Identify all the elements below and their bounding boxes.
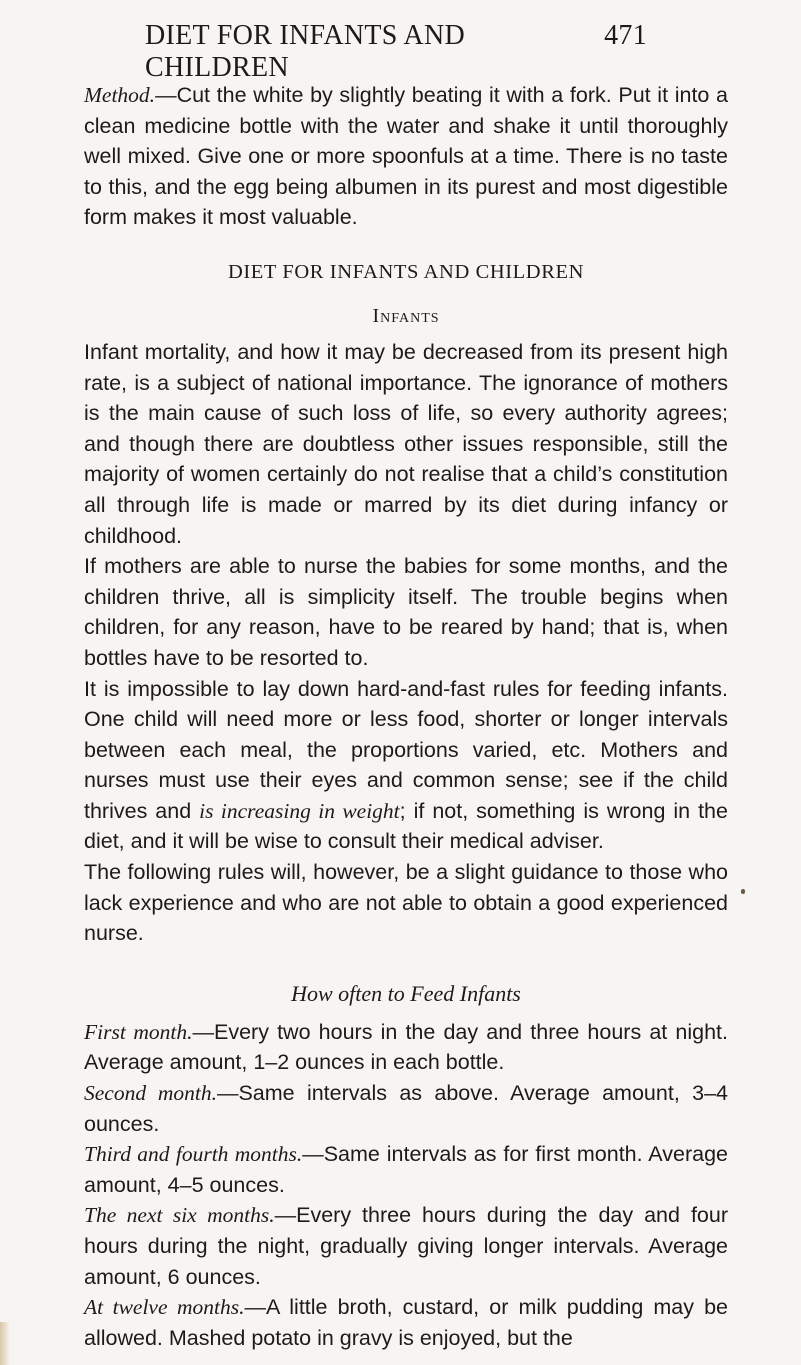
feeding-item-lead: At twelve months. (84, 1295, 245, 1320)
feeding-item (84, 1139, 728, 1200)
paragraph-guidance: The following rules will, however, be a slight guidance to those who lack experience and who are not able to obtain a good experienced nurse. (84, 860, 728, 946)
method-text: —Cut the white by slightly beating it with a fork. Put it into a clean medicine bottle with the water and shake it until thoroughly well mixed. Give one or more spoonfuls at a time. There is no taste to this, and the egg being albumen in its purest and most digestible form makes it most valuable. (84, 83, 728, 230)
ink-speck (741, 889, 745, 894)
feeding-item-text: —A little broth, custard, or milk pudding may be allowed. Mashed potato in gravy is enjoyed, but the (84, 1295, 729, 1350)
feeding-item (84, 1200, 728, 1292)
feeding-item-lead: The next six months. (84, 1203, 275, 1228)
running-title: DIET FOR INFANTS AND CHILDREN (145, 20, 465, 83)
feeding-item-lead: First month. (84, 1019, 193, 1044)
feeding-item-lead: Third and fourth months. (84, 1142, 303, 1167)
feeding-heading: How often to Feed Infants (291, 980, 521, 1006)
feeding-item-lead: Second month. (84, 1081, 217, 1106)
feeding-item-text: —Same intervals as for first month. Average amount, 4–5 ounces. (84, 1142, 728, 1197)
page-edge-stain (0, 1322, 10, 1365)
rules-text-start: It is impossible to lay down hard-and-fast rules for feeding infants. One child will need more or less food, shorter or longer intervals between each meal, the proportions varied, etc. Mothers and nurses must use their eyes and common sense; see if the child thrives and (84, 676, 728, 823)
subsection-title: Infants (372, 304, 440, 327)
feeding-item-text: —Every three hours during the day and four hours during the night, gradually giving longer intervals. Average amount, 6 ounces. (84, 1203, 729, 1289)
feeding-item (84, 1292, 728, 1353)
paragraph-infant-mortality: Infant mortality, and how it may be decreased from its present high rate, is a subject of national importance. The ignorance of mothers is the main cause of such loss of life, so every authority agrees; and though there are doubtless other issues responsible, still the majority of women certainly do not realise that a child’s constitution all through life is made or marred by its diet during infancy or childhood. (84, 339, 728, 548)
section-title: DIET FOR INFANTS AND CHILDREN (227, 260, 585, 283)
feeding-item (84, 1078, 728, 1139)
feeding-item-text: —Every two hours in the day and three hours at night. Average amount, 1–2 ounces in each bottle. (84, 1019, 728, 1075)
page-number: 471 (604, 20, 647, 51)
page-body (84, 80, 728, 1353)
paragraph-rules (84, 674, 728, 858)
feeding-item-text: —Same intervals as above. Average amount, 3–4 ounces. (84, 1081, 728, 1136)
running-header (145, 20, 647, 84)
rules-text-end: ; if not, something is wrong in the diet, and it will be wise to consult their medical adviser. (84, 798, 728, 854)
feeding-item (84, 1017, 728, 1078)
paragraph-nursing: If mothers are able to nurse the babies for some months, and the children thrive, all is simplicity itself. The trouble begins when children, for any reason, have to be reared by hand; that is, when bottles have to be resorted to. (84, 554, 728, 670)
method-paragraph (84, 80, 728, 233)
method-lead: Method. (84, 83, 156, 107)
rules-emphasis: is increasing in weight (199, 798, 400, 823)
